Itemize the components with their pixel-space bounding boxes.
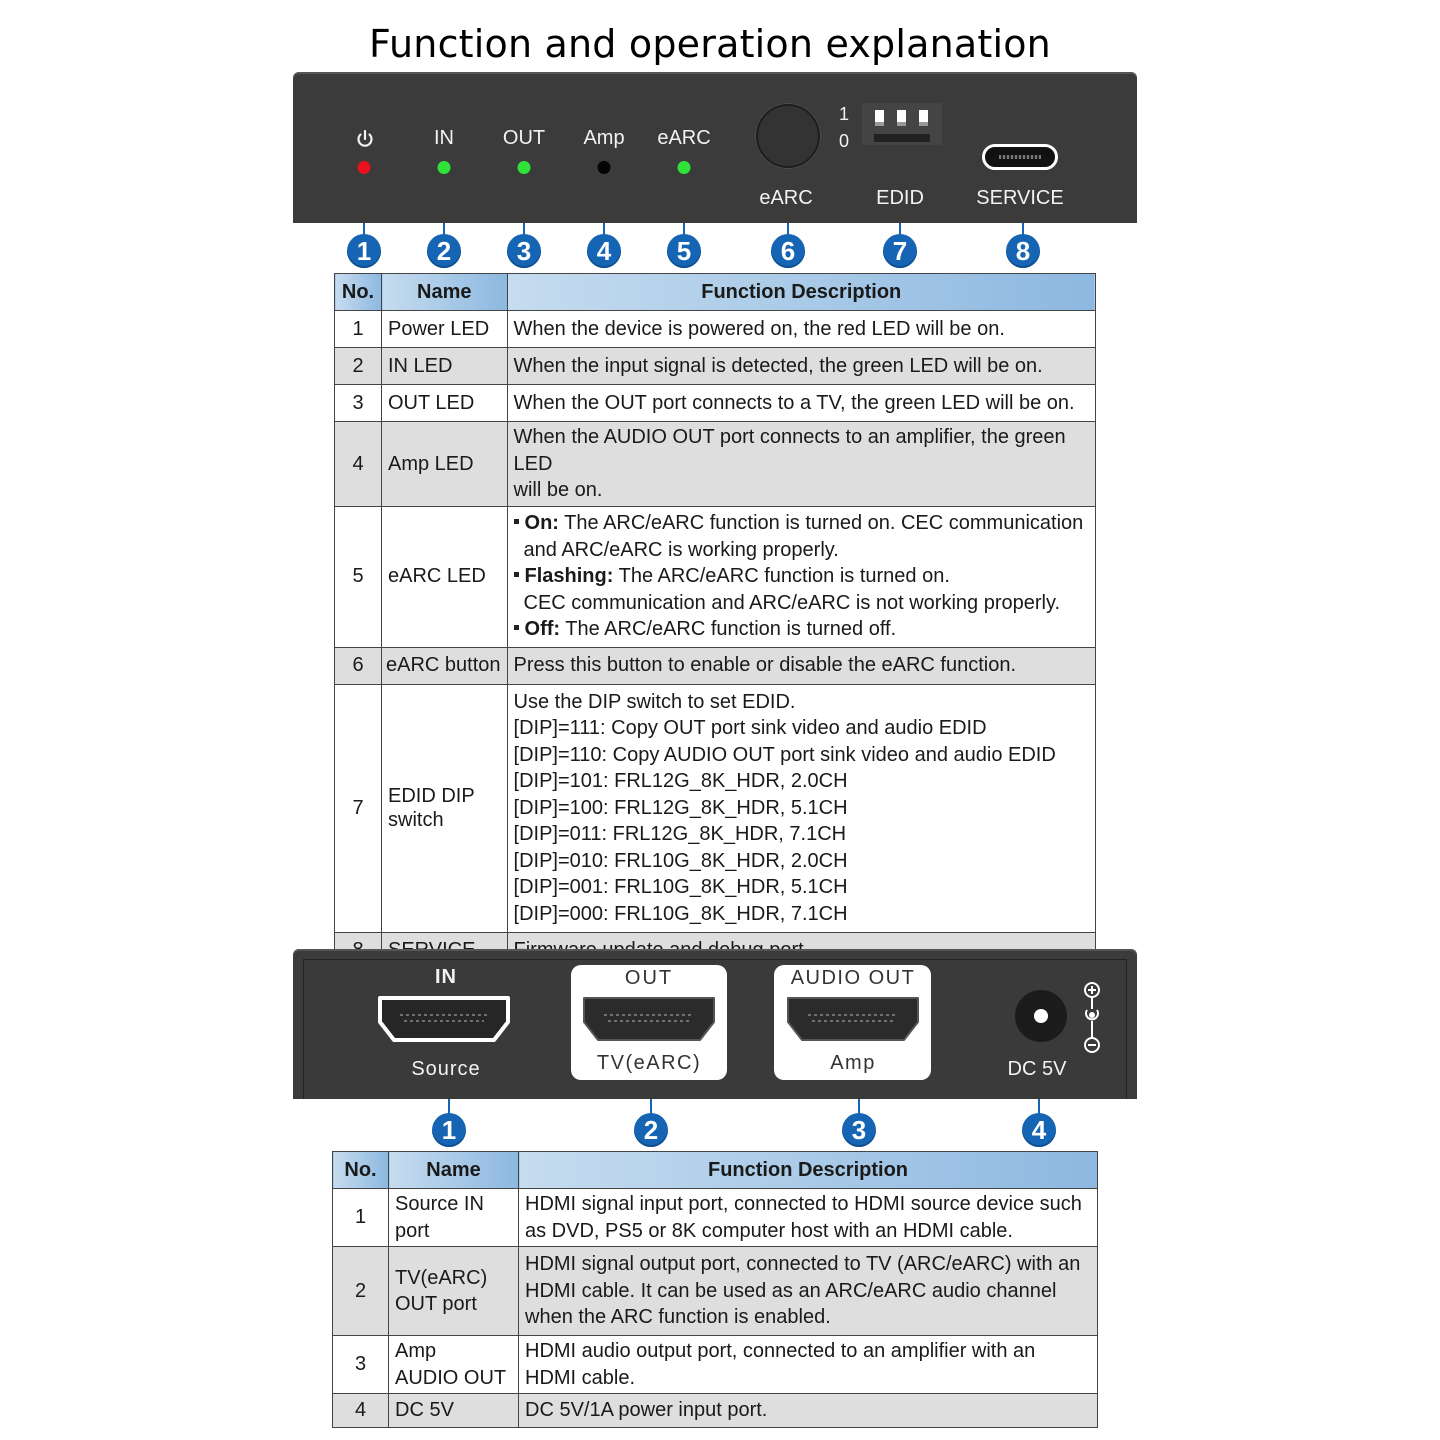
row-name xyxy=(389,1189,519,1247)
table-row xyxy=(335,348,1096,385)
row-no: 1 xyxy=(335,311,382,348)
bullet-icon xyxy=(514,519,519,524)
row-description: When the OUT port connects to a TV, the green LED will be on. xyxy=(507,385,1095,422)
description-line: [DIP]=010: FRL10G_8K_HDR, 2.0CH xyxy=(513,849,848,872)
row-no: 1 xyxy=(333,1189,389,1247)
name-line: Source IN xyxy=(395,1193,484,1215)
amp-led xyxy=(598,161,611,174)
dip-switch-1[interactable] xyxy=(875,110,884,126)
description-bullet-off xyxy=(514,616,1089,643)
row-description: DC 5V/1A power input port. xyxy=(519,1394,1098,1428)
hdmi-out-port xyxy=(580,994,718,1046)
row-description xyxy=(519,1336,1098,1394)
row-no: 6 xyxy=(335,647,382,684)
earc-button[interactable] xyxy=(756,104,820,168)
header-name: Name xyxy=(382,274,508,311)
name-line: Amp xyxy=(395,1340,437,1362)
dip-switch-track xyxy=(874,134,930,142)
description-line: CEC communication and ARC/eARC is not working properly. xyxy=(523,591,1061,614)
hdmi-in-port xyxy=(376,994,512,1046)
polarity-icon xyxy=(1080,980,1104,1056)
earc-led xyxy=(678,161,691,174)
description-line: HDMI signal input port, connected to HDMI source device such xyxy=(525,1193,1082,1215)
row-name: IN LED xyxy=(382,348,508,385)
description-bullet-on xyxy=(514,510,1089,537)
rear-panel-function-table xyxy=(332,1151,1098,1428)
dip-off-label: 0 xyxy=(839,131,850,151)
page-title: Function and operation explanation xyxy=(369,22,1051,66)
row-no: 4 xyxy=(335,422,382,507)
description-line: [DIP]=000: FRL10G_8K_HDR, 7.1CH xyxy=(513,902,848,925)
rear-callout-1: 1 xyxy=(432,1113,466,1147)
bullet-keyword: Off: xyxy=(524,618,561,641)
header-description: Function Description xyxy=(519,1152,1098,1189)
in-led xyxy=(438,161,451,174)
table-row xyxy=(335,385,1096,422)
callout-5: 5 xyxy=(667,234,701,268)
description-line: HDMI cable. xyxy=(525,1366,636,1389)
callout-1: 1 xyxy=(347,234,381,268)
description-line: [DIP]=001: FRL10G_8K_HDR, 5.1CH xyxy=(513,876,848,899)
row-no: 2 xyxy=(335,348,382,385)
description-bullet-flashing xyxy=(514,563,1089,590)
description-line: HDMI signal output port, connected to TV (ARC/eARC) with an xyxy=(525,1253,1081,1276)
description-line: [DIP]=101: FRL12G_8K_HDR, 2.0CH xyxy=(513,770,848,793)
out-led xyxy=(518,161,531,174)
name-line: OUT port xyxy=(395,1293,477,1315)
description-line: [DIP]=100: FRL12G_8K_HDR, 5.1CH xyxy=(513,796,848,819)
row-description xyxy=(507,422,1095,507)
row-name: OUT LED xyxy=(382,385,508,422)
description-line: HDMI cable. It can be used as an ARC/eARC audio channel xyxy=(525,1279,1057,1302)
service-usb-c-port xyxy=(982,144,1058,170)
row-name: EDID DIP switch xyxy=(382,684,508,932)
front-panel-function-table xyxy=(334,273,1096,970)
edid-dip-switch[interactable] xyxy=(862,103,942,145)
row-description xyxy=(519,1247,1098,1336)
amp-label: Amp xyxy=(830,1052,876,1074)
header-description: Function Description xyxy=(507,274,1095,311)
table-header-row xyxy=(333,1152,1098,1189)
power-led xyxy=(358,161,371,174)
table-row xyxy=(335,422,1096,507)
row-description: When the input signal is detected, the green LED will be on. xyxy=(507,348,1095,385)
row-name: eARC LED xyxy=(382,506,508,647)
earc-led-label: eARC xyxy=(657,127,711,149)
table-row xyxy=(333,1394,1098,1428)
name-line: port xyxy=(395,1219,430,1242)
row-name: eARC button xyxy=(382,647,508,684)
description-line: as DVD, PS5 or 8K computer host with an HDMI cable. xyxy=(525,1219,1013,1242)
row-description: When the device is powered on, the red LED will be on. xyxy=(507,311,1095,348)
row-description xyxy=(507,506,1095,647)
dc-5v-label: DC 5V xyxy=(1007,1058,1067,1080)
in-port-label: IN xyxy=(435,966,457,988)
table-row xyxy=(333,1336,1098,1394)
hdmi-audio-out-port xyxy=(784,994,922,1046)
row-no: 5 xyxy=(335,506,382,647)
row-name xyxy=(389,1247,519,1336)
description-line: when the ARC function is enabled. xyxy=(525,1306,831,1329)
description-line: [DIP]=111: Copy OUT port sink video and audio EDID xyxy=(513,717,987,740)
table-row xyxy=(333,1189,1098,1247)
table-row xyxy=(335,506,1096,647)
callout-3: 3 xyxy=(507,234,541,268)
row-description xyxy=(507,684,1095,932)
callout-6: 6 xyxy=(771,234,805,268)
row-no: 3 xyxy=(333,1336,389,1394)
out-led-label: OUT xyxy=(502,127,546,149)
description-line: [DIP]=110: Copy AUDIO OUT port sink video and audio EDID xyxy=(513,743,1056,766)
row-no: 7 xyxy=(335,684,382,932)
row-name xyxy=(389,1336,519,1394)
row-no: 4 xyxy=(333,1394,389,1428)
header-name: Name xyxy=(389,1152,519,1189)
bullet-keyword: Flashing: xyxy=(524,565,614,588)
bullet-text: The ARC/eARC function is turned on. CEC communication xyxy=(558,512,1084,535)
rear-callout-2: 2 xyxy=(634,1113,668,1147)
bullet-text: The ARC/eARC function is turned off. xyxy=(560,618,897,641)
table-row xyxy=(335,647,1096,684)
tv-earc-label: TV(eARC) xyxy=(596,1052,702,1074)
earc-button-label: eARC xyxy=(759,187,813,209)
row-name: Power LED xyxy=(382,311,508,348)
callout-7: 7 xyxy=(883,234,917,268)
power-icon xyxy=(355,129,375,149)
dip-switch-2[interactable] xyxy=(897,110,906,126)
table-header-row xyxy=(335,274,1096,311)
description-line: Use the DIP switch to set EDID. xyxy=(513,690,796,713)
dc-power-jack xyxy=(1015,990,1067,1042)
description-line: [DIP]=011: FRL12G_8K_HDR, 7.1CH xyxy=(513,823,847,846)
name-line: AUDIO OUT xyxy=(395,1366,507,1389)
header-no: No. xyxy=(333,1152,389,1189)
description-line: HDMI audio output port, connected to an amplifier with an xyxy=(525,1340,1036,1362)
out-port-label: OUT xyxy=(624,967,674,989)
edid-label: EDID xyxy=(876,187,924,209)
row-no: 3 xyxy=(335,385,382,422)
row-description xyxy=(519,1189,1098,1247)
row-name: Amp LED xyxy=(382,422,508,507)
audio-out-port-label: AUDIO OUT xyxy=(790,967,916,989)
callout-4: 4 xyxy=(587,234,621,268)
description-line: and ARC/eARC is working properly. xyxy=(523,538,839,561)
bullet-keyword: On: xyxy=(524,512,559,535)
service-label: SERVICE xyxy=(976,187,1064,209)
bullet-icon xyxy=(514,572,519,577)
row-name: DC 5V xyxy=(389,1394,519,1428)
amp-led-label: Amp xyxy=(583,127,625,149)
description-line: When the AUDIO OUT port connects to an amplifier, the green LED xyxy=(513,426,1066,475)
dip-switch-3[interactable] xyxy=(919,110,928,126)
rear-callout-3: 3 xyxy=(842,1113,876,1147)
table-row xyxy=(335,311,1096,348)
in-led-label: IN xyxy=(434,127,454,149)
callout-2: 2 xyxy=(427,234,461,268)
row-description: Press this button to enable or disable the eARC function. xyxy=(507,647,1095,684)
table-row xyxy=(335,684,1096,932)
bullet-text: The ARC/eARC function is turned on. xyxy=(613,565,950,588)
rear-callout-4: 4 xyxy=(1022,1113,1056,1147)
row-no: 2 xyxy=(333,1247,389,1336)
description-line: will be on. xyxy=(513,479,603,501)
callout-8: 8 xyxy=(1006,234,1040,268)
dip-on-label: 1 xyxy=(839,104,850,124)
table-row xyxy=(333,1247,1098,1336)
name-line: TV(eARC) xyxy=(395,1266,488,1289)
header-no: No. xyxy=(335,274,382,311)
source-label: Source xyxy=(411,1058,481,1080)
bullet-icon xyxy=(514,625,519,630)
